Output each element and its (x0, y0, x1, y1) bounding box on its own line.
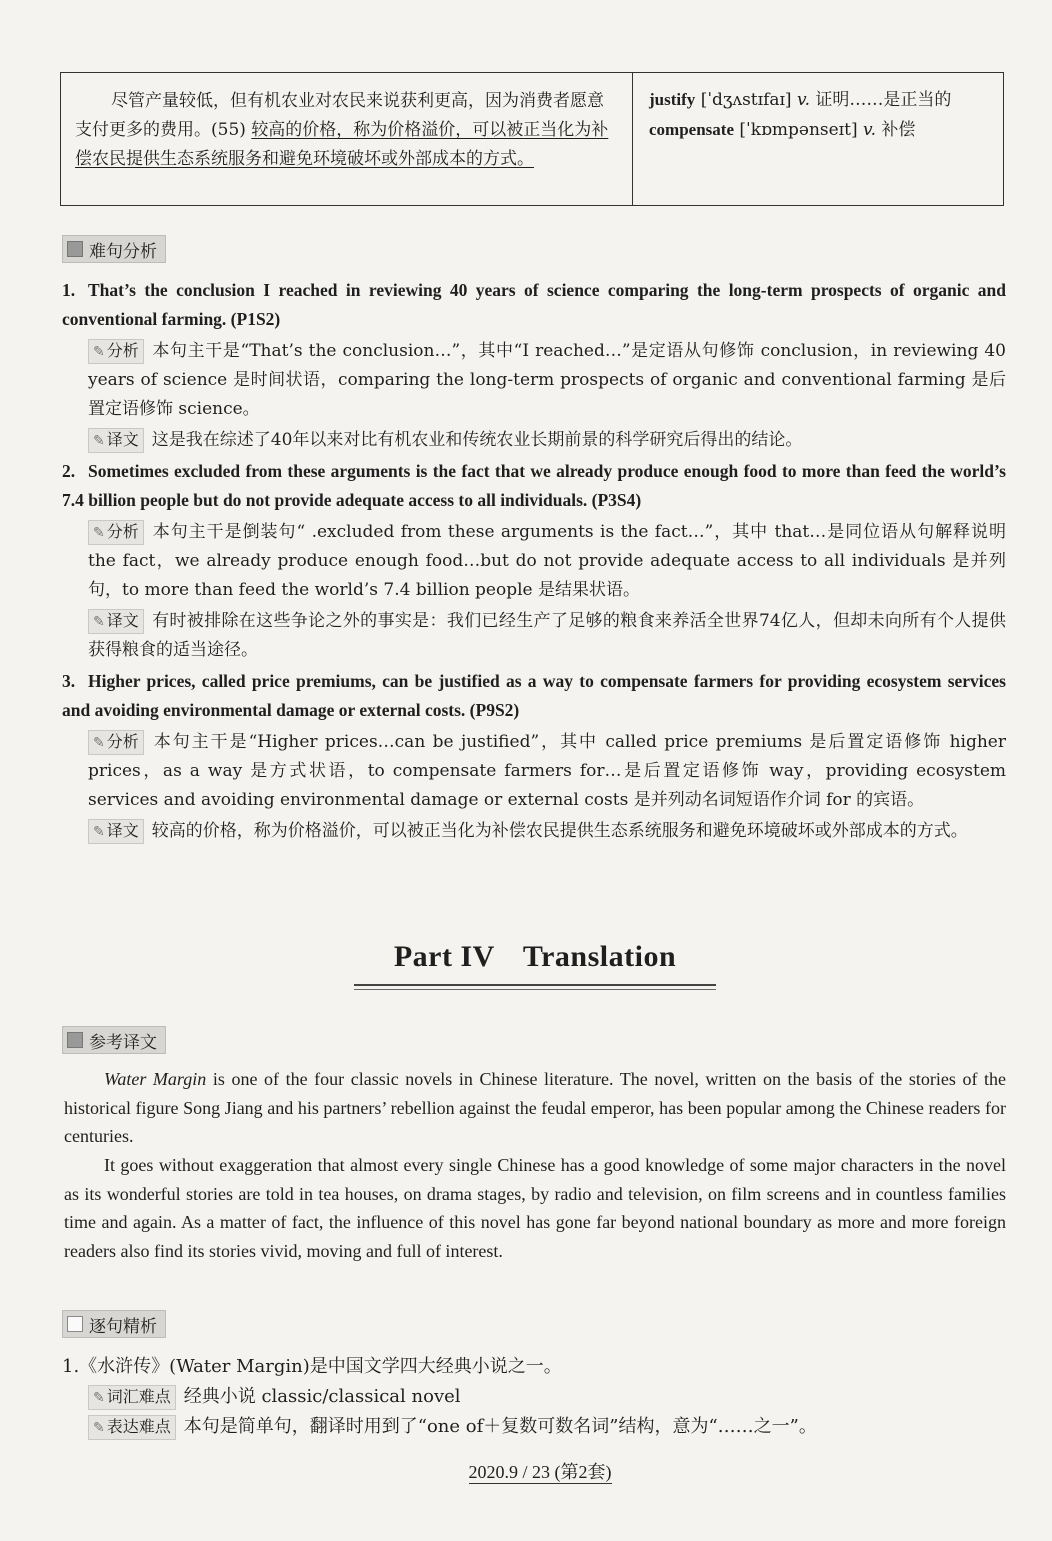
label-text: 译文 (106, 611, 139, 630)
expression-difficulty (62, 1412, 1006, 1442)
label-text: 分析 (106, 522, 139, 541)
vocab-pos: v. (862, 120, 876, 140)
section-tag-reference (62, 1026, 166, 1054)
label-text: 词汇难点 (106, 1387, 171, 1406)
footer-text: 2020.9 / 23 (第2套) (468, 1462, 612, 1482)
passage-cell (61, 73, 633, 205)
translation-note (62, 607, 1006, 665)
pencil-icon: ✎ (93, 525, 105, 541)
square-icon (67, 1032, 83, 1048)
reference-paragraph-2 (64, 1151, 1006, 1265)
novel-title: Water Margin (104, 1069, 207, 1089)
analysis-sentence (62, 457, 1006, 515)
label-text: 译文 (106, 430, 139, 449)
item-number: 3. (62, 671, 76, 691)
analysis-item (62, 276, 1006, 455)
title-rule (354, 989, 716, 990)
vocab-label (88, 1385, 176, 1410)
section-tag-sentence-analysis (62, 1310, 166, 1338)
vocab-entry-compensate (649, 115, 993, 145)
translation-text: 这是我在综述了40年以来对比有机农业和传统农业长期前景的科学研究后得出的结论。 (151, 430, 803, 450)
pencil-icon: ✎ (93, 1390, 105, 1406)
translation-note (62, 426, 1006, 455)
section-tag-label: 难句分析 (89, 241, 157, 262)
reference-paragraph-1 (64, 1065, 1006, 1151)
analysis-note (62, 518, 1006, 605)
expression-label (88, 1415, 176, 1440)
pencil-icon: ✎ (93, 824, 105, 840)
pencil-icon: ✎ (93, 433, 105, 449)
vocab-phonetic: [ˈdʒʌstɪfaɪ] (700, 90, 792, 110)
label-text: 表达难点 (106, 1417, 171, 1436)
sentence-analysis-block (62, 1352, 1006, 1442)
vocab-word: compensate (649, 120, 734, 139)
analysis-text: 本句主干是倒装句“ .excluded from these arguments is the fact…”，其中 that…是同位语从句解释说明 the fact，we already produce enough food…but do not provide adequate access to all individuals 是并列句，to more than feed the world’s 7.4 billion people 是结果状语。 (88, 522, 1006, 600)
analysis-sentence (62, 276, 1006, 334)
vocab-phonetic: [ˈkɒmpənseɪt] (739, 120, 858, 140)
analysis-sentence (62, 667, 1006, 725)
sentence-text: Sometimes excluded from these arguments is the fact that we already produce enough food to more than feed the world’s 7.4 billion people but do not provide adequate access to all individuals. (P3S4) (62, 461, 1006, 510)
vocab-difficulty (62, 1382, 1006, 1412)
section-tag-label: 参考译文 (89, 1032, 157, 1053)
item-number: 1. (62, 280, 76, 300)
analysis-text: 本句主干是“Higher prices…can be justified”，其中 called price premiums 是后置定语修饰 higher prices，as a way 是方式状语，to compensate farmers for…是后置定语修饰 way，providing ecosystem services and avoiding environmental damage or external costs 是并列动名词短语作介词 for 的宾语。 (88, 732, 1006, 810)
paragraph-text: It goes without exaggeration that almost every single Chinese has a good knowledge of some major characters in the novel as its wonderful stories are told in tea houses, on drama stages, by radio and television, on film screens and in countless families time and again. As a matter of fact, the influence of this novel has gone far beyond national boundary as more and more foreign readers also find its stories vivid, moving and full of interest. (64, 1155, 1006, 1261)
passage-underlined: 较高的价格，称为价格溢价，可以被正当化为补偿农民提供生态系统服务和避免环境破坏或外部成本的方式。 (75, 120, 609, 169)
item-number: 2. (62, 461, 76, 481)
paragraph-text: is one of the four classic novels in Chinese literature. The novel, written on the basis of the stories of the historical figure Song Jiang and his partners’ rebellion against the feudal emperor, has been popular among the Chinese readers for centuries. (64, 1069, 1007, 1147)
section-tag-difficult (62, 235, 166, 263)
analysis-text: 本句主干是“That’s the conclusion…”，其中“I reached…”是定语从句修饰 conclusion，in reviewing 40 years of science 是时间状语，comparing the long-term prospects of organic and conventional farming 是后置定语修饰 science。 (88, 341, 1006, 419)
sentence-analysis-item: 1.《水浒传》(Water Margin)是中国文学四大经典小说之一。 (62, 1356, 562, 1377)
sentence-text: That’s the conclusion I reached in reviewing 40 years of science comparing the long-term prospects of organic and conventional farming. (P1S2) (62, 280, 1006, 329)
vocab-meaning: 补偿 (881, 120, 916, 140)
vocab-pos: v. (796, 90, 810, 110)
analysis-label (88, 339, 144, 364)
pencil-icon: ✎ (93, 614, 105, 630)
translation-label (88, 428, 144, 453)
expression-difficulty-text: 本句是简单句，翻译时用到了“one of＋复数可数名词”结构，意为“……之一”。 (183, 1416, 817, 1437)
translation-label (88, 819, 144, 844)
translation-text: 有时被排除在这些争论之外的事实是：我们已经生产了足够的粮食来养活全世界74亿人，但却未向所有个人提供获得粮食的适当途径。 (88, 611, 1006, 660)
passage-text: 尽管产量较低，但有机农业对农民来说获利更高，因为消费者愿意支付更多的费用。(55) (75, 91, 604, 140)
square-icon (67, 241, 83, 257)
vocab-difficulty-text: 经典小说 classic/classical novel (183, 1386, 461, 1407)
pencil-icon: ✎ (93, 1420, 105, 1436)
translation-note (62, 817, 1006, 846)
sentence-text: Higher prices, called price premiums, can be justified as a way to compensate farmers for providing ecosystem services and avoiding environmental damage or external costs. (P9S2) (62, 671, 1006, 720)
analysis-note (62, 337, 1006, 424)
label-text: 分析 (106, 341, 139, 360)
analysis-item (62, 457, 1006, 665)
label-text: 分析 (106, 732, 139, 751)
part-title (354, 940, 716, 974)
part-name: Translation (522, 940, 677, 973)
title-rule (354, 984, 716, 986)
analysis-list (62, 276, 1006, 846)
vocab-table (60, 72, 1004, 206)
analysis-label (88, 730, 144, 755)
translation-label (88, 609, 144, 634)
analysis-note (62, 728, 1006, 815)
part-number: Part IV (393, 940, 495, 973)
square-icon (67, 1316, 83, 1332)
pencil-icon: ✎ (93, 735, 105, 751)
vocab-word: justify (649, 90, 696, 109)
pencil-icon: ✎ (93, 344, 105, 360)
vocab-cell (633, 73, 1003, 205)
label-text: 译文 (106, 821, 139, 840)
page-footer (420, 1458, 660, 1484)
analysis-item (62, 667, 1006, 846)
section-tag-label: 逐句精析 (89, 1316, 157, 1337)
vocab-entry-justify (649, 85, 993, 115)
analysis-label (88, 520, 144, 545)
translation-text: 较高的价格，称为价格溢价，可以被正当化为补偿农民提供生态系统服务和避免环境破坏或外部成本的方式。 (151, 821, 968, 841)
vocab-meaning: 证明……是正当的 (815, 90, 952, 110)
